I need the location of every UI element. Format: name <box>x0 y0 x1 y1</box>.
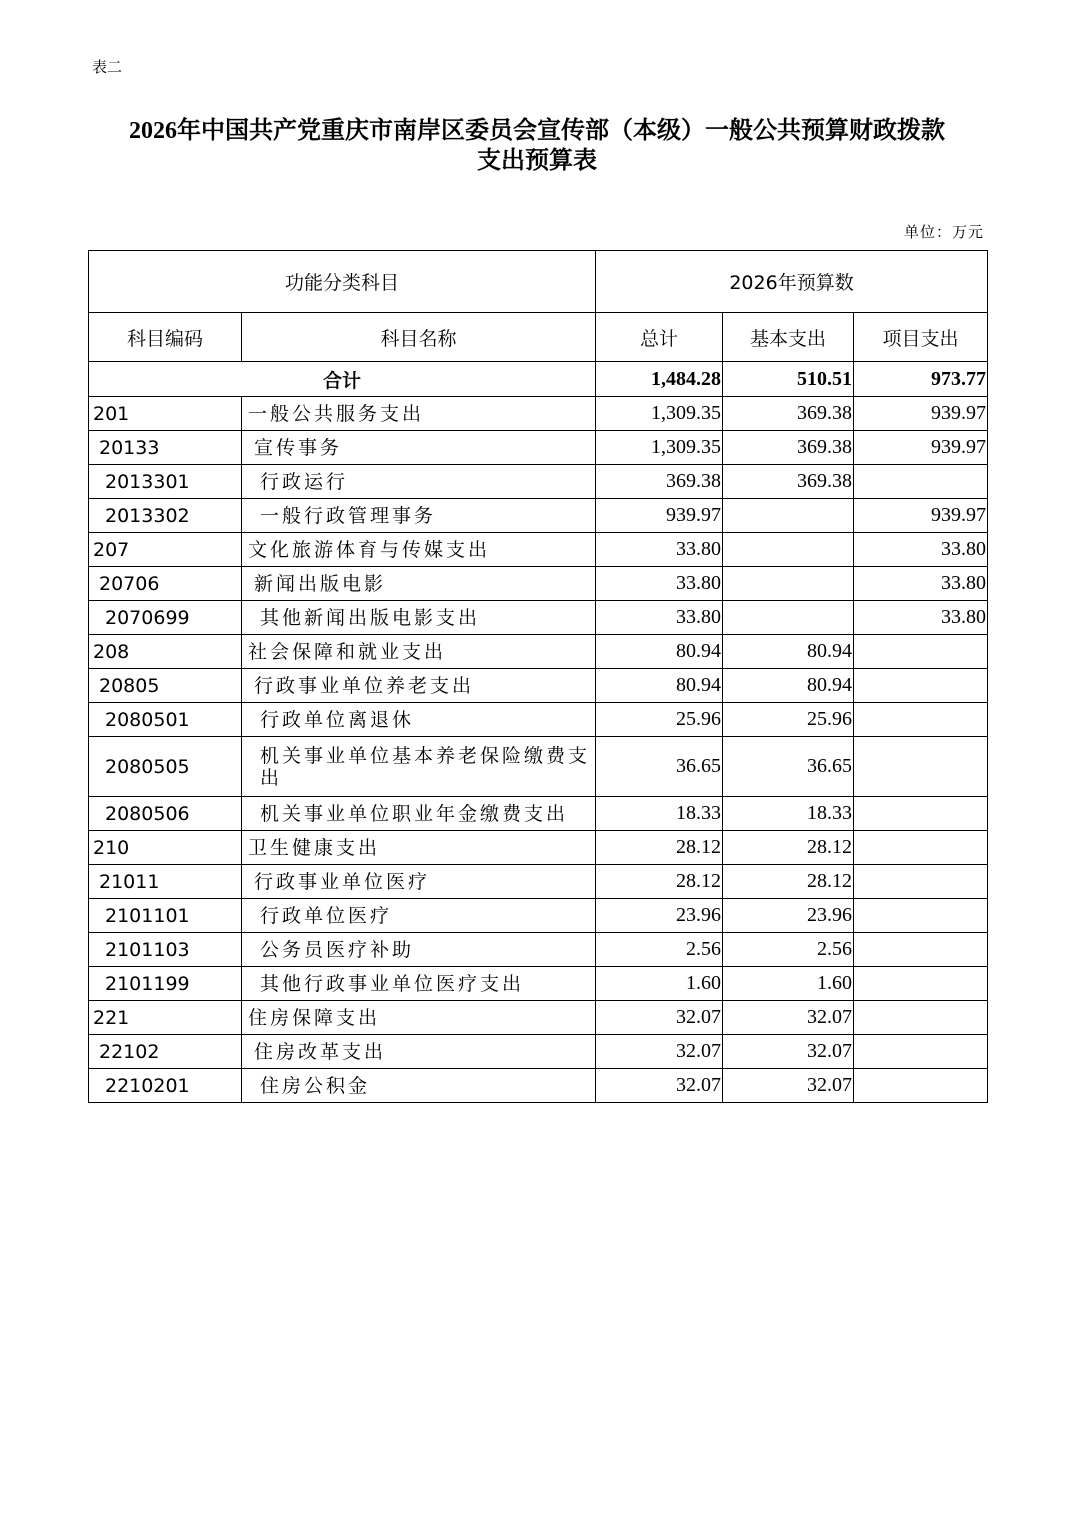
header-code: 科目编码 <box>89 313 242 362</box>
unit-label: 单位：万元 <box>903 223 984 241</box>
item-code: 2101101 <box>89 899 242 933</box>
total-row <box>89 362 988 397</box>
item-total: 36.65 <box>596 737 723 797</box>
item-project: 33.80 <box>854 567 988 601</box>
table-row <box>89 797 988 831</box>
item-name: 公务员医疗补助 <box>242 933 596 967</box>
item-total: 2.56 <box>596 933 723 967</box>
table-row <box>89 737 988 797</box>
header-row-group <box>89 251 988 313</box>
document-title <box>60 116 1014 176</box>
table-row <box>89 899 988 933</box>
item-total: 1,309.35 <box>596 397 723 431</box>
item-basic: 2.56 <box>723 933 854 967</box>
item-name: 卫生健康支出 <box>242 831 596 865</box>
item-basic <box>723 601 854 635</box>
table-row <box>89 1069 988 1103</box>
item-total: 1.60 <box>596 967 723 1001</box>
item-name: 住房改革支出 <box>242 1035 596 1069</box>
item-code: 210 <box>89 831 242 865</box>
item-basic: 18.33 <box>723 797 854 831</box>
total-basic: 510.51 <box>723 362 854 397</box>
item-name: 宣传事务 <box>242 431 596 465</box>
item-total: 33.80 <box>596 601 723 635</box>
item-project <box>854 933 988 967</box>
item-total: 32.07 <box>596 1001 723 1035</box>
item-basic: 32.07 <box>723 1001 854 1035</box>
item-basic <box>723 567 854 601</box>
item-project: 33.80 <box>854 601 988 635</box>
item-basic <box>723 533 854 567</box>
item-project <box>854 967 988 1001</box>
item-basic: 23.96 <box>723 899 854 933</box>
title-line-1: 2026年中国共产党重庆市南岸区委员会宣传部（本级）一般公共预算财政拨款 <box>129 118 945 144</box>
header-name: 科目名称 <box>242 313 596 362</box>
header-project: 项目支出 <box>854 313 988 362</box>
total-project: 973.77 <box>854 362 988 397</box>
item-total: 80.94 <box>596 669 723 703</box>
table-row <box>89 635 988 669</box>
item-total: 369.38 <box>596 465 723 499</box>
header-total: 总计 <box>596 313 723 362</box>
total-total: 1,484.28 <box>596 362 723 397</box>
item-name: 行政运行 <box>242 465 596 499</box>
item-name: 其他行政事业单位医疗支出 <box>242 967 596 1001</box>
item-total: 32.07 <box>596 1069 723 1103</box>
item-project <box>854 703 988 737</box>
item-code: 20706 <box>89 567 242 601</box>
item-basic: 369.38 <box>723 431 854 465</box>
item-project <box>854 1001 988 1035</box>
header-row-columns <box>89 313 988 362</box>
item-project: 33.80 <box>854 533 988 567</box>
table-row <box>89 499 988 533</box>
item-project <box>854 1035 988 1069</box>
item-project <box>854 669 988 703</box>
item-basic <box>723 499 854 533</box>
item-name: 行政单位离退休 <box>242 703 596 737</box>
item-total: 1,309.35 <box>596 431 723 465</box>
table-row <box>89 1035 988 1069</box>
item-name: 社会保障和就业支出 <box>242 635 596 669</box>
item-basic: 32.07 <box>723 1035 854 1069</box>
item-code: 201 <box>89 397 242 431</box>
item-code: 221 <box>89 1001 242 1035</box>
item-basic: 369.38 <box>723 465 854 499</box>
item-project <box>854 797 988 831</box>
item-name: 机关事业单位职业年金缴费支出 <box>242 797 596 831</box>
budget-table <box>88 250 988 1103</box>
item-code: 2080505 <box>89 737 242 797</box>
item-project: 939.97 <box>854 397 988 431</box>
item-project <box>854 865 988 899</box>
item-name: 行政单位医疗 <box>242 899 596 933</box>
table-tag: 表二 <box>92 58 123 76</box>
table-row <box>89 669 988 703</box>
item-code: 20133 <box>89 431 242 465</box>
item-project <box>854 635 988 669</box>
item-code: 2101199 <box>89 967 242 1001</box>
item-total: 939.97 <box>596 499 723 533</box>
table-row <box>89 601 988 635</box>
item-total: 28.12 <box>596 831 723 865</box>
item-code: 207 <box>89 533 242 567</box>
header-budget-2026: 2026年预算数 <box>596 251 988 313</box>
table-row <box>89 431 988 465</box>
item-project <box>854 831 988 865</box>
item-code: 2013301 <box>89 465 242 499</box>
item-project <box>854 737 988 797</box>
item-total: 32.07 <box>596 1035 723 1069</box>
table-row <box>89 703 988 737</box>
header-basic: 基本支出 <box>723 313 854 362</box>
table-row <box>89 831 988 865</box>
item-name: 一般行政管理事务 <box>242 499 596 533</box>
item-code: 2210201 <box>89 1069 242 1103</box>
item-basic: 80.94 <box>723 669 854 703</box>
item-project <box>854 1069 988 1103</box>
item-total: 25.96 <box>596 703 723 737</box>
item-project <box>854 465 988 499</box>
item-basic: 80.94 <box>723 635 854 669</box>
table-row <box>89 397 988 431</box>
item-total: 18.33 <box>596 797 723 831</box>
item-project <box>854 899 988 933</box>
table-row <box>89 967 988 1001</box>
header-function-category: 功能分类科目 <box>89 251 596 313</box>
item-total: 80.94 <box>596 635 723 669</box>
item-basic: 36.65 <box>723 737 854 797</box>
item-total: 28.12 <box>596 865 723 899</box>
item-project: 939.97 <box>854 431 988 465</box>
item-code: 22102 <box>89 1035 242 1069</box>
table-row <box>89 865 988 899</box>
table-row <box>89 465 988 499</box>
item-code: 2080506 <box>89 797 242 831</box>
item-basic: 25.96 <box>723 703 854 737</box>
total-label: 合计 <box>89 362 596 397</box>
item-code: 2070699 <box>89 601 242 635</box>
item-basic: 28.12 <box>723 865 854 899</box>
table-row <box>89 1001 988 1035</box>
item-basic: 1.60 <box>723 967 854 1001</box>
item-name: 行政事业单位医疗 <box>242 865 596 899</box>
item-code: 208 <box>89 635 242 669</box>
table-row <box>89 533 988 567</box>
item-name: 新闻出版电影 <box>242 567 596 601</box>
item-code: 2080501 <box>89 703 242 737</box>
item-name: 住房公积金 <box>242 1069 596 1103</box>
item-project: 939.97 <box>854 499 988 533</box>
item-code: 21011 <box>89 865 242 899</box>
item-basic: 28.12 <box>723 831 854 865</box>
item-name: 文化旅游体育与传媒支出 <box>242 533 596 567</box>
item-total: 33.80 <box>596 567 723 601</box>
item-code: 2013302 <box>89 499 242 533</box>
item-code: 2101103 <box>89 933 242 967</box>
item-name: 一般公共服务支出 <box>242 397 596 431</box>
table-row <box>89 567 988 601</box>
item-basic: 32.07 <box>723 1069 854 1103</box>
item-basic: 369.38 <box>723 397 854 431</box>
item-name: 住房保障支出 <box>242 1001 596 1035</box>
item-code: 20805 <box>89 669 242 703</box>
item-total: 23.96 <box>596 899 723 933</box>
table-row <box>89 933 988 967</box>
title-line-2: 支出预算表 <box>477 148 597 174</box>
item-total: 33.80 <box>596 533 723 567</box>
item-name: 行政事业单位养老支出 <box>242 669 596 703</box>
item-name: 机关事业单位基本养老保险缴费支出 <box>242 737 596 797</box>
item-name: 其他新闻出版电影支出 <box>242 601 596 635</box>
